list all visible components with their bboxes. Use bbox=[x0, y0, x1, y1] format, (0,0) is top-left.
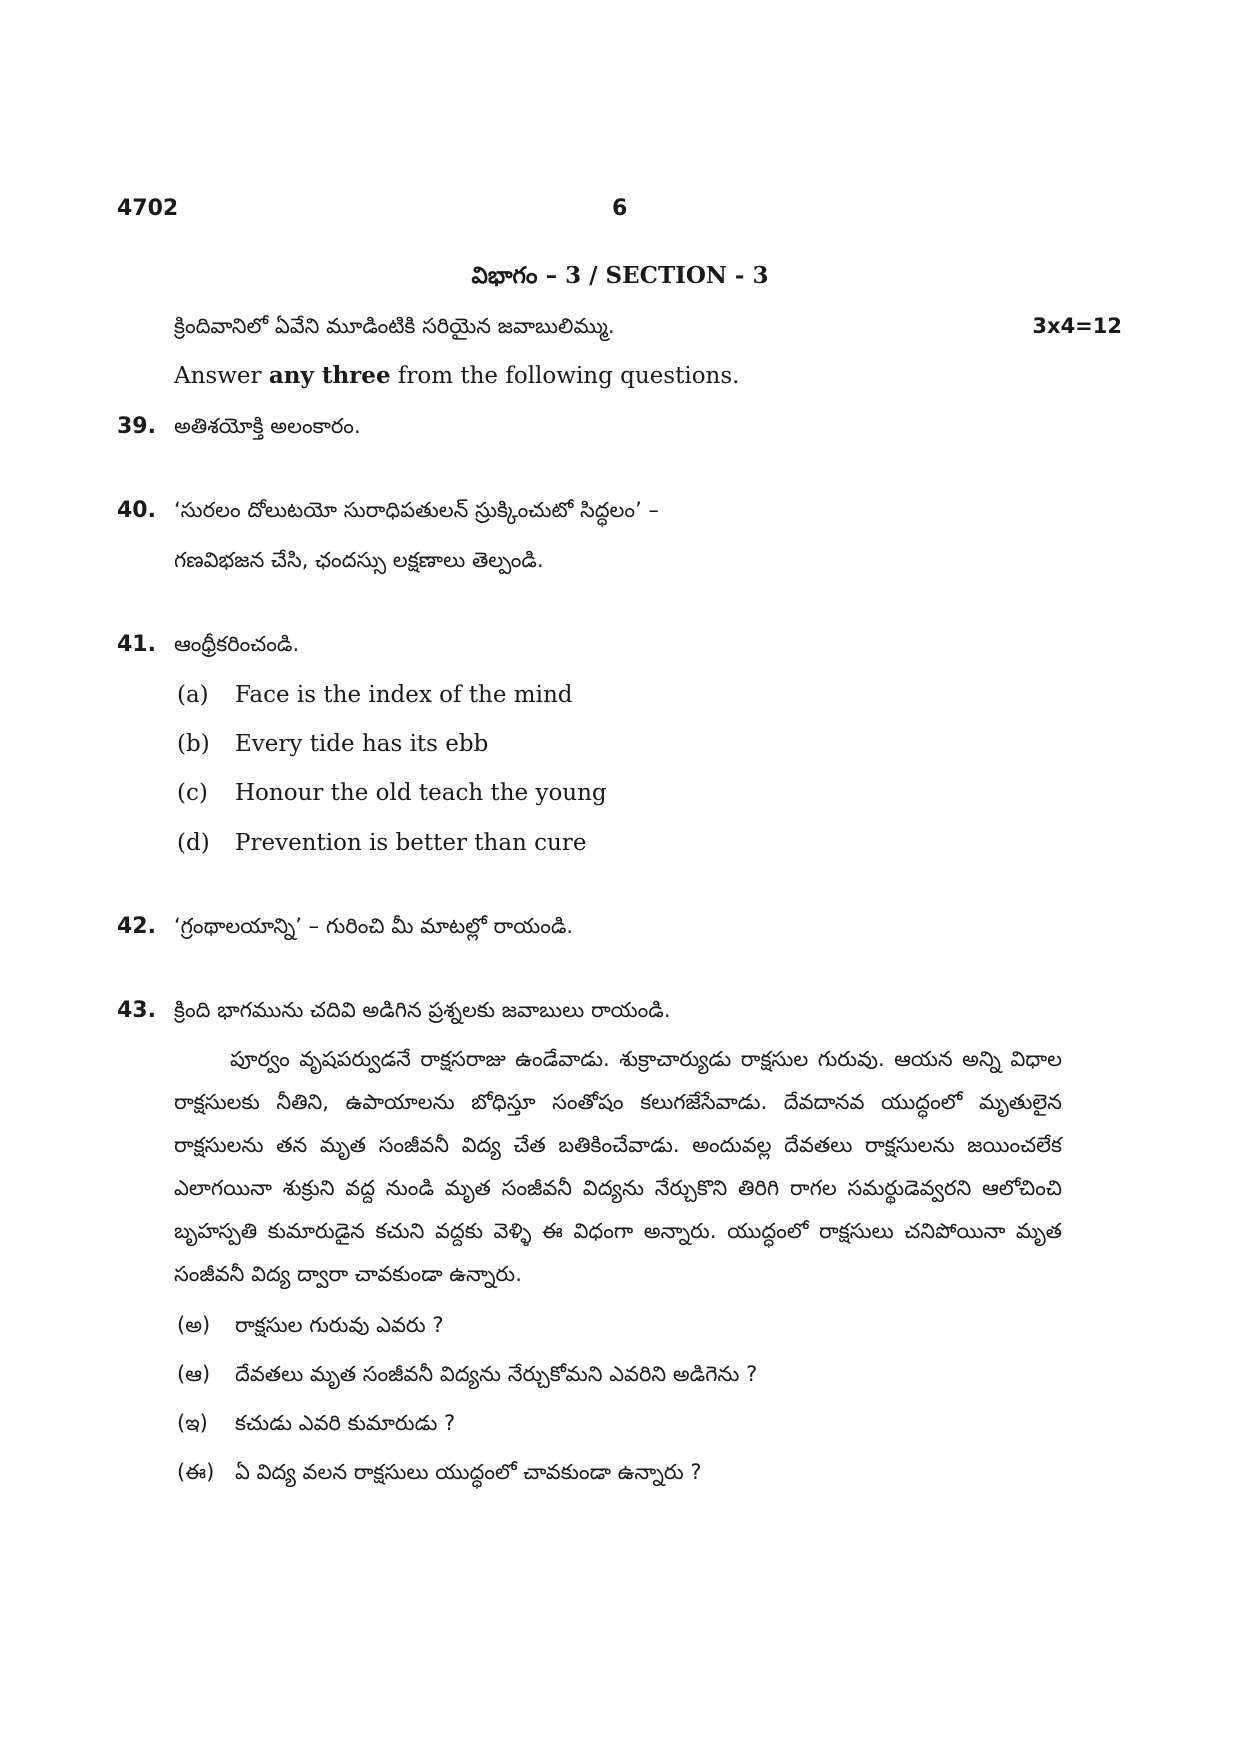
option-label: (అ) bbox=[177, 1313, 211, 1337]
option-label: (a) bbox=[177, 682, 209, 708]
question-text-continued: గణవిభజన చేసి, ఛందస్సు లక్షణాలు తెల్పండి. bbox=[174, 548, 544, 572]
instruction-suffix: from the following questions. bbox=[390, 363, 740, 389]
option-text: Prevention is better than cure bbox=[235, 830, 587, 856]
option-text: Honour the old teach the young bbox=[235, 780, 607, 806]
option-text: Face is the index of the mind bbox=[235, 682, 573, 708]
option-label: (ఈ) bbox=[177, 1460, 215, 1484]
question-number: 41. bbox=[117, 632, 156, 657]
option-label: (c) bbox=[177, 780, 208, 806]
page-number: 6 bbox=[612, 196, 628, 221]
section-title: విభాగం – 3 / SECTION - 3 bbox=[471, 262, 769, 289]
option-label: (d) bbox=[177, 830, 210, 856]
paper-code: 4702 bbox=[117, 196, 179, 221]
question-text: అతిశయోక్తి అలంకారం. bbox=[174, 414, 361, 438]
question-number: 42. bbox=[117, 914, 156, 939]
option-label: (ఇ) bbox=[177, 1411, 208, 1435]
option-text: ఏ విద్య వలన రాక్షసులు యుద్ధంలో చావకుండా ఉన్నారు ? bbox=[235, 1460, 702, 1484]
question-number: 40. bbox=[117, 498, 156, 523]
question-text: ‘సురలం దోలుటయో సురాధిపతులన్ స్రుక్కించుటో సిద్ధలం’ – bbox=[174, 498, 659, 522]
question-text: క్రింది భాగమును చదివి అడిగిన ప్రశ్నలకు జవాబులు రాయండి. bbox=[174, 998, 671, 1022]
instruction-english bbox=[174, 362, 739, 389]
instruction-telugu: క్రిందివానిలో ఏవేని మూడింటికి సరియైన జవాబులిమ్ము. bbox=[174, 314, 615, 338]
question-text: ‘గ్రంథాలయాన్ని’ – గురించి మీ మాటల్లో రాయండి. bbox=[174, 914, 574, 938]
instruction-emphasis: any three bbox=[268, 362, 391, 389]
option-label: (b) bbox=[177, 731, 210, 757]
comprehension-passage: పూర్వం వృషపర్వుడనే రాక్షసరాజు ఉండేవాడు. శుక్రాచార్యుడు రాక్షసుల గురువు. ఆయన అన్ని విధాల రాక్షసులకు నీతిని, ఉపాయాలను బోధిస్తూ సంతోషం కలుగజేసేవాడు. దేవదానవ యుద్ధంలో మృతులైన రాక్షసులను తన మృత సంజీవనీ విద్య చేత బతికించేవాడు. అందువల్ల దేవతలు రాక్షసులను జయించలేక ఎలాగయినా శుక్రుని వద్ద నుండి మృత సంజీవనీ విద్యను నేర్చుకొని తిరిగి రాగల సమర్థుడెవ్వరని ఆలోచించి బృహస్పతి కుమారుడైన కచుని వద్దకు వెళ్ళి ఈ విధంగా అన్నారు. యుద్ధంలో రాక్షసులు చనిపోయినా మృత సంజీవనీ విద్య ద్వారా చావకుండా ఉన్నారు. bbox=[174, 1047, 1062, 1286]
question-text: ఆంధ్రీకరించండి. bbox=[174, 632, 300, 656]
option-text: కచుడు ఎవరి కుమారుడు ? bbox=[235, 1411, 456, 1435]
instruction-prefix: Answer bbox=[174, 363, 269, 389]
question-number: 39. bbox=[117, 414, 156, 439]
marks-allocation: 3x4=12 bbox=[1032, 314, 1122, 338]
option-text: దేవతలు మృత సంజీవనీ విద్యను నేర్చుకోమని ఎవరిని అడిగెను ? bbox=[235, 1362, 758, 1386]
option-text: రాక్షసుల గురువు ఎవరు ? bbox=[235, 1313, 444, 1337]
option-label: (ఆ) bbox=[177, 1362, 211, 1386]
question-number: 43. bbox=[117, 998, 156, 1023]
option-text: Every tide has its ebb bbox=[235, 731, 489, 757]
